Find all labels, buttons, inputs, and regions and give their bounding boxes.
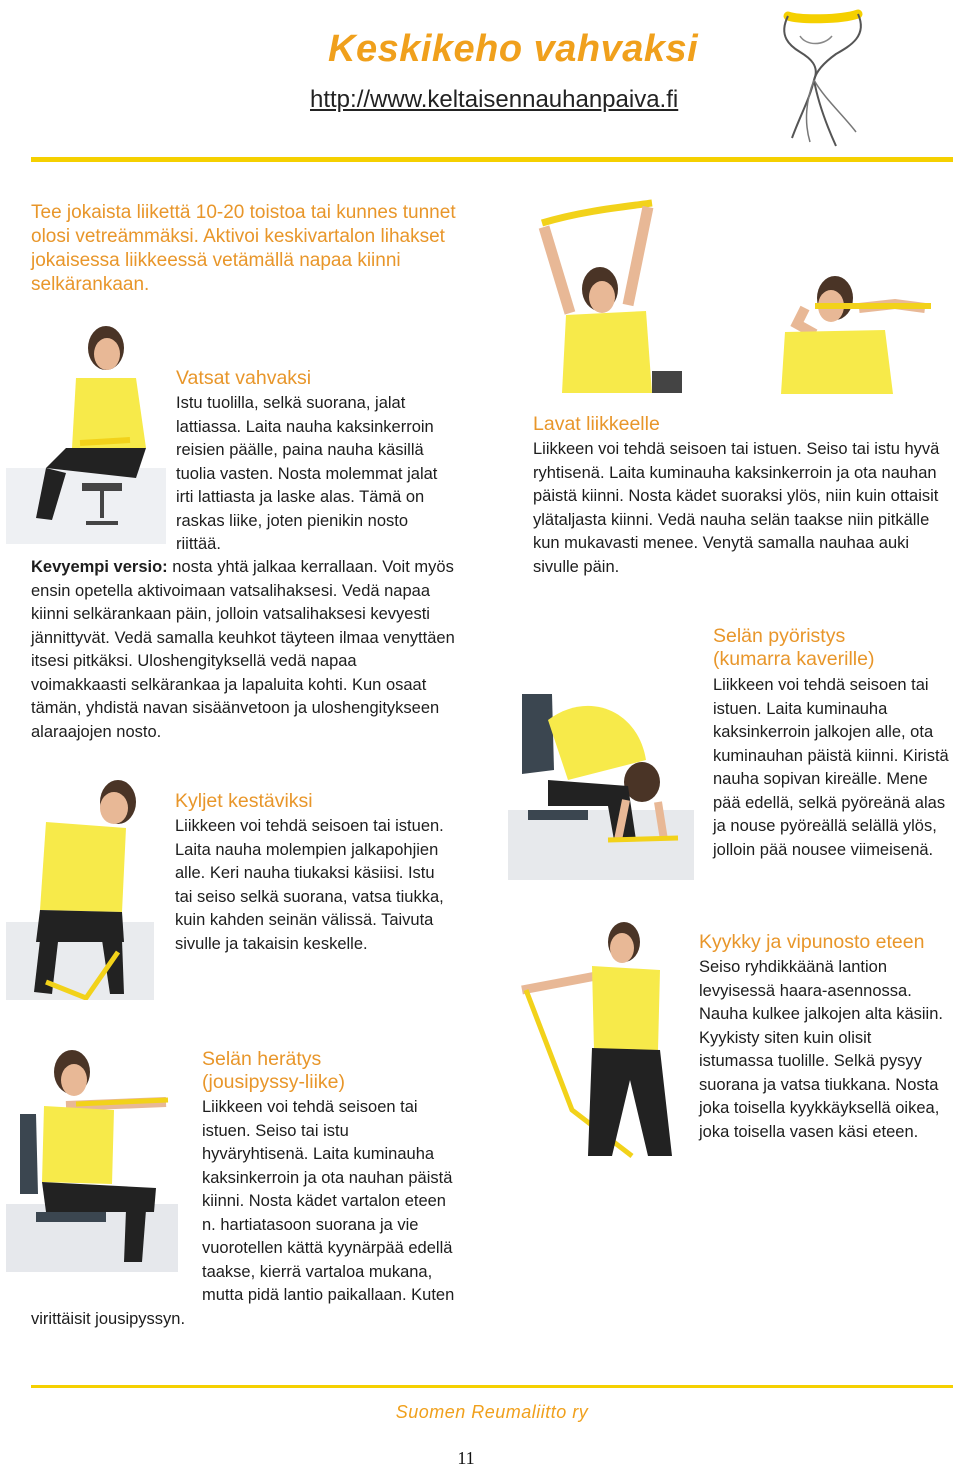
heading-selan-heratys [202,1048,345,1094]
exercise-photo-kyljet [6,772,154,1000]
page-number: 11 [457,1448,475,1468]
text-selan-heratys-body: Liikkeen voi tehdä seisoen tai istuen. Seiso tai istu hyväryhtisenä. Laita kuminauha kaksinkerroin ja ota nauhan päistä kiinni. Nosta kädet vartalon eteen n. hartiatasoon suorana ja vie vuorotellen kättä kyynärpää edellä taakse, kierrä vartaloa mukana, mutta pidä lantio paikallaan. Kuten virittäisit jousipyssyn. [31,1098,455,1328]
heading-kyykky: Kyykky ja vipunosto eteen [699,931,925,953]
heading-selan-heratys-line1: Selän herätys [202,1048,322,1070]
heading-selan-pyoristys [713,625,874,671]
exercise-photo-lavat-2 [775,264,935,394]
kevyempi-versio-paragraph [31,556,455,744]
text-selan-heratys [31,1096,457,1331]
footer-rule [31,1385,953,1388]
text-selan-pyoristys: Liikkeen voi tehdä seisoen tai istuen. Laita kuminauha kaksinkerroin jalkojen alle, ota kuminauhan päistä kiinni. Kiristä nauha sopivan kireälle. Mene pää edellä, selkä pyöreänä alas ja nouse pyöreällä selällä ylös, jolloin pää nousee viimeisenä. [713,676,949,859]
heading-lavat: Lavat liikkeelle [533,413,660,435]
page-title: Keskikeho vahvaksi [328,28,699,70]
exercise-photo-lavat-1 [522,193,682,393]
heading-vatsat: Vatsat vahvaksi [176,367,312,389]
exercise-photo-kyykky [512,920,680,1168]
header-rule [31,157,953,162]
text-kyljet: Liikkeen voi tehdä seisoen tai istuen. Laita nauha molempien jalkapohjien alle. Keri nauha tiukaksi käsiisi. Istu tai seiso selkä suorana, vatsa tiukka, kuin kahden seinän välissä. Taivuta sivulle ja takaisin keskelle. [175,817,444,953]
ribbon-logo-icon [770,6,874,152]
exercise-photo-selan-pyoristys [508,690,694,880]
text-lavat: Liikkeen voi tehdä seisoen tai istuen. Seiso tai istu hyvä ryhtisenä. Laita kuminauha kaksinkerroin ja ota nauhan päistä kiinni. Nosta kädet suoraksi ylös, niin kuin ottaisit ylätaljasta kiinni. Vedä nauha selän taakse niin pitkälle kun mukavasti menee. Venytä samalla nauhaa auki sivulle päin. [533,440,940,576]
kevyempi-versio-label: Kevyempi versio: [31,558,168,576]
footer-organization: Suomen Reumaliitto ry [395,1402,589,1422]
text-kyykky: Seiso ryhdikkäänä lantion levyisessä haara-asennossa. Nauha kulkee jalkojen alta käsiin. Kyykisty siten kuin olisit istumassa tuolille. Selkä pysyy suorana ja vatsa tiukkana. Nosta joka toisella kyykkäyksellä oikea, joka toisella vasen käsi eteen. [699,958,943,1141]
heading-selan-pyoristys-line2: (kumarra kaverille) [713,648,875,670]
website-link[interactable]: http://www.keltaisennauhanpaiva.fi [310,86,679,113]
text-wrap-spacer [31,1096,202,1286]
heading-kyljet: Kyljet kestäviksi [175,790,313,812]
heading-selan-heratys-line2: (jousipyssy-liike) [202,1071,346,1093]
intro-text: Tee jokaista liikettä 10-20 toistoa tai kunnes tunnet olosi vetreämmäksi. Aktivoi keskivartalon lihakset jokaisessa liikkeessä vetämällä napaa kiinni selkärankaan. [31,202,456,295]
exercise-photo-vatsat [6,318,166,544]
text-vatsat: Istu tuolilla, selkä suorana, jalat lattiassa. Laita nauha kaksinkerroin reisien päälle, paina nauha käsillä tuolia vasten. Nosta molemmat jalat irti lattiasta ja laske alas. Tämä on raskas liike, joten pienikin nosto riittää. [176,394,438,553]
heading-selan-pyoristys-line1: Selän pyöristys [713,625,846,647]
kevyempi-versio-text: nosta yhtä jalkaa kerrallaan. Voit myös ensin opetella aktivoimaan vatsalihaksesi. Vedä napaa kiinni selkärankaan päin, jolloin vatsalihaksesi kevyesti jännittyvät. Vedä samalla keuhkot täyteen ilmaa venyttäen itsesi pitkäksi. Uloshengityksellä vedä napaa voimakkaasti selkärankaa ja lapaluita kohti. Kun osaat tämän, yhdistä navan sisäänvetoon ja uloshengitykseen alaraajojen nosto. [31,558,455,741]
